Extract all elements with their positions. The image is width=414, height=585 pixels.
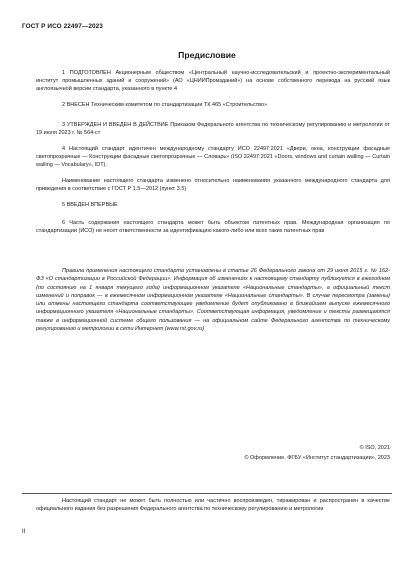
- paragraph-approved: 3 УТВЕРЖДЕН И ВВЕДЕН В ДЕЙСТВИЕ Приказом Федерального агентства по техническому регулированию и метрологии от 19 июля 2023 г. № 564-ст: [36, 122, 390, 137]
- page-number: II: [22, 529, 26, 535]
- paragraph-name-change: Наименование настоящего стандарта изменено относительно наименования указанного международного стандарта для приведения в соответствие с ГОСТ Р 1.5—2012 (пункт 3.5): [36, 178, 390, 193]
- application-rules-notice: Правила применения настоящего стандарта установлены в статье 26 Федерального закона от 29 июня 2015 г. № 162-ФЗ «О стандартизации в Российской Федерации». Информация об изменениях к настоящему стандарту публикуется в ежегодном (по состоянию на 1 января текущего года) информационном указателе «Национальные стандарты», а официальный текст изменений и поправок — в ежемесячном информационном указателе «Национальные стандарты». В случае пересмотра (замены) или отмены настоящего стандарта соответствующее уведомление будет опубликовано в ближайшем выпуске ежемесячного информационного указателя «Национальные стандарты». Соответствующая информация, уведомление и тексты размещаются также в информационной системе общего пользования — на официальном сайте Федерального агентства по техническому регулированию и метрологии в сети Интернет (www.rst.gov.ru): [36, 268, 390, 333]
- footer-divider: [22, 493, 392, 494]
- document-code-header: ГОСТ Р ИСО 22497—2023: [22, 23, 103, 30]
- paragraph-prepared: 1 ПОДГОТОВЛЕН Акционерным обществом «Центральный научно-исследовательский и проектно-экспериментальный институт промышленных зданий и сооружений» (АО «ЦНИИПромзданий») на основе собственного перевода на русский язык англоязычной версии стандарта, указанного в пункте 4: [36, 70, 390, 93]
- paragraph-identical-standard: 4 Настоящий стандарт идентичен международному стандарту ИСО 22497:2021 «Двери, окна, конструкции фасадные светопрозрачные — Конструкции фасадные светопрозрачные — Словарь» (ISO 22497:2021 «Doors, windows and curtain walling — Curtain walling — Vocabulary», IDT).: [36, 146, 390, 169]
- iso-copyright: © ISO, 2021: [359, 445, 390, 451]
- reproduction-notice: Настоящий стандарт не может быть полностью или частично воспроизведен, тиражирован и распространен в качестве официального издания без разрешения Федерального агентства по техническому регулированию и метрологии: [36, 498, 390, 513]
- paragraph-introduced-first: 5 ВВЕДЕН ВПЕРВЫЕ: [62, 202, 118, 208]
- paragraph-submitted: 2 ВНЕСЕН Техническим комитетом по стандартизации ТК 465 «Строительство»: [62, 102, 268, 108]
- section-title: Предисловие: [178, 50, 236, 60]
- paragraph-patent-rights: 6 Часть содержания настоящего стандарта может быть объектом патентных прав. Международная организация по стандартизации (ИСО) не несет ответственности за идентификацию какого-либо или всех таких патентных прав: [36, 220, 390, 235]
- design-copyright: © Оформление. ФГБУ «Институт стандартизации», 2023: [244, 455, 390, 461]
